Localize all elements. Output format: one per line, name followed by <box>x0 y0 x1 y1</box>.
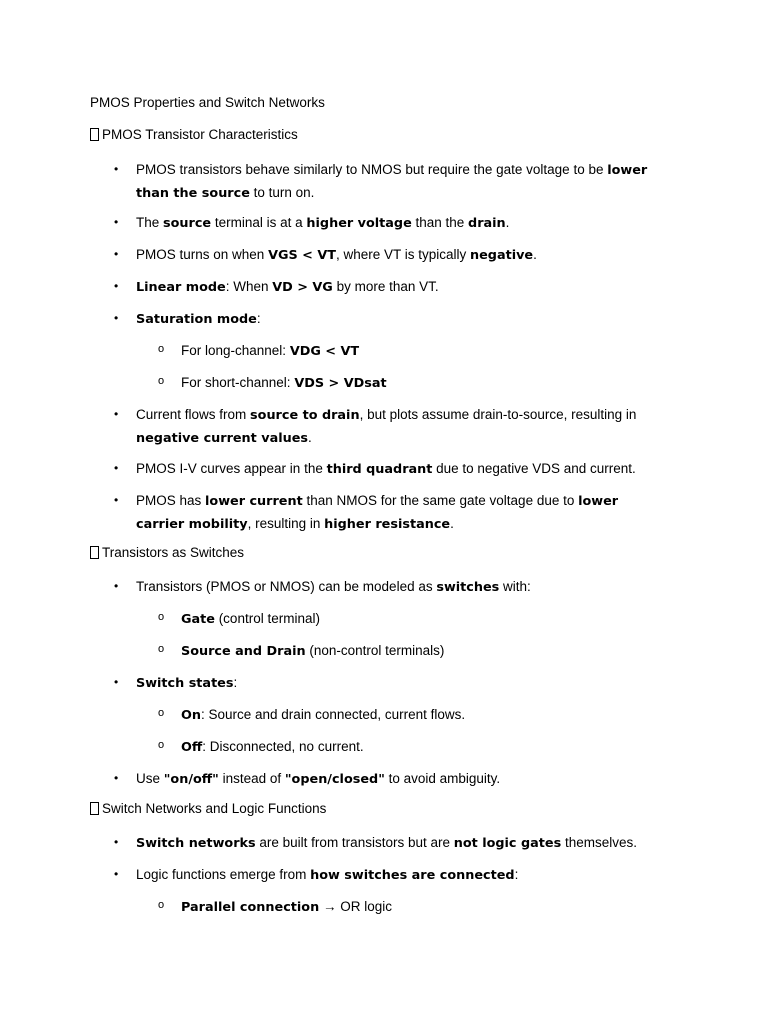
text: For long-channel: <box>181 343 290 358</box>
bold-text: Switch networks <box>136 836 256 851</box>
sub-bullet-item <box>181 340 661 363</box>
section-heading-pmos-characteristics <box>90 126 298 144</box>
bold-text: Parallel connection <box>181 900 320 915</box>
bold-text: negative current values <box>136 430 309 446</box>
section-heading-transistors-as-switches <box>90 544 244 562</box>
text: (non-control terminals) <box>305 643 445 658</box>
bold-text: VD > VG <box>272 280 333 295</box>
bold-text: lower current <box>205 494 303 509</box>
text: , where VT is typically <box>335 247 470 262</box>
bold-text: lower carrier mobility <box>136 494 619 532</box>
missing-glyph-icon <box>90 546 99 559</box>
sub-bullet-item <box>181 896 661 919</box>
missing-glyph-icon <box>90 802 99 815</box>
text: themselves. <box>561 835 637 850</box>
bold-text: "on/off" <box>163 772 219 787</box>
text: The <box>136 215 164 230</box>
bullet-item <box>136 159 666 204</box>
bold-text: lower than the source <box>136 163 648 201</box>
missing-glyph-icon <box>90 128 99 141</box>
bullet-item <box>136 458 666 481</box>
bold-text: source <box>163 216 212 231</box>
bullet-item <box>136 404 666 449</box>
text: due to negative VDS and current. <box>432 461 636 476</box>
text: . <box>308 429 312 445</box>
bold-text: Source and Drain <box>181 644 306 659</box>
text: Logic functions emerge from <box>136 867 311 882</box>
text: by more than VT. <box>332 279 439 294</box>
bold-text: Switch states <box>136 676 234 691</box>
document-title: PMOS Properties and Switch Networks <box>90 95 325 110</box>
text: , but plots assume drain-to-source, resulting in <box>359 407 637 422</box>
text: (control terminal) <box>214 611 320 626</box>
bullet-item <box>136 832 666 855</box>
bold-text: VDS > VDsat <box>294 376 387 391</box>
section-heading-text: Switch Networks and Logic Functions <box>102 801 327 816</box>
text: For short-channel: <box>181 375 295 390</box>
text: : Disconnected, no current. <box>202 739 364 754</box>
bold-text: Gate <box>181 612 215 627</box>
sub-bullet-item <box>181 704 661 727</box>
bold-text: Off <box>181 740 203 755</box>
text: : Source and drain connected, current flows. <box>201 707 466 722</box>
text: . <box>450 515 454 531</box>
text: . <box>505 215 510 230</box>
bold-text: negative <box>470 248 534 263</box>
text: PMOS turns on when <box>136 247 269 262</box>
bold-text: Saturation mode <box>136 312 257 327</box>
text: : <box>514 867 519 882</box>
text: Use <box>136 771 164 786</box>
bullet-item <box>136 672 666 695</box>
section-heading-text: Transistors as Switches <box>102 545 245 560</box>
text: , resulting in <box>247 515 325 531</box>
text: Transistors (PMOS or NMOS) can be modeled as <box>136 579 437 594</box>
text: than the <box>411 215 469 230</box>
text: PMOS has <box>136 493 206 508</box>
text: → OR logic <box>319 899 392 914</box>
bold-text: third quadrant <box>326 462 433 477</box>
text: to turn on. <box>249 184 315 200</box>
bold-text: Linear mode <box>136 280 226 295</box>
text: PMOS I-V curves appear in the <box>136 461 327 476</box>
bold-text: higher voltage <box>306 216 412 231</box>
sub-bullet-item <box>181 372 661 395</box>
text: : <box>233 675 238 690</box>
text: : When <box>225 279 273 294</box>
text: with: <box>499 579 531 594</box>
text: instead of <box>218 771 285 786</box>
text: : <box>256 311 261 326</box>
sub-bullet-item <box>181 640 661 663</box>
bold-text: VDG < VT <box>289 344 360 359</box>
text: to avoid ambiguity. <box>384 771 501 786</box>
bullet-item <box>136 308 666 331</box>
text: . <box>533 247 537 262</box>
text: PMOS transistors behave similarly to NMOS but require the gate voltage to be <box>136 162 608 177</box>
text: than NMOS for the same gate voltage due to <box>302 493 579 508</box>
sub-bullet-item <box>181 736 661 759</box>
bullet-item <box>136 490 666 535</box>
bold-text: On <box>181 708 201 723</box>
section-heading-text: PMOS Transistor Characteristics <box>102 127 298 142</box>
text: are built from transistors but are <box>255 835 454 850</box>
bullet-item <box>136 768 666 791</box>
bullet-item <box>136 864 666 887</box>
bold-text: switches <box>436 580 500 595</box>
text: terminal is at a <box>211 215 307 230</box>
section-heading-switch-networks <box>90 800 326 818</box>
bold-text: drain <box>468 216 506 231</box>
bullet-item <box>136 212 666 235</box>
bullet-item <box>136 576 666 599</box>
bold-text: not logic gates <box>453 836 562 851</box>
bold-text: higher resistance <box>324 516 451 532</box>
bold-text: how switches are connected <box>310 868 515 883</box>
text: Current flows from <box>136 407 251 422</box>
bold-text: VGS < VT <box>268 248 336 263</box>
bold-text: "open/closed" <box>284 772 385 787</box>
bullet-item <box>136 244 666 267</box>
bullet-item <box>136 276 666 299</box>
bold-text: source to drain <box>250 408 360 423</box>
sub-bullet-item <box>181 608 661 631</box>
